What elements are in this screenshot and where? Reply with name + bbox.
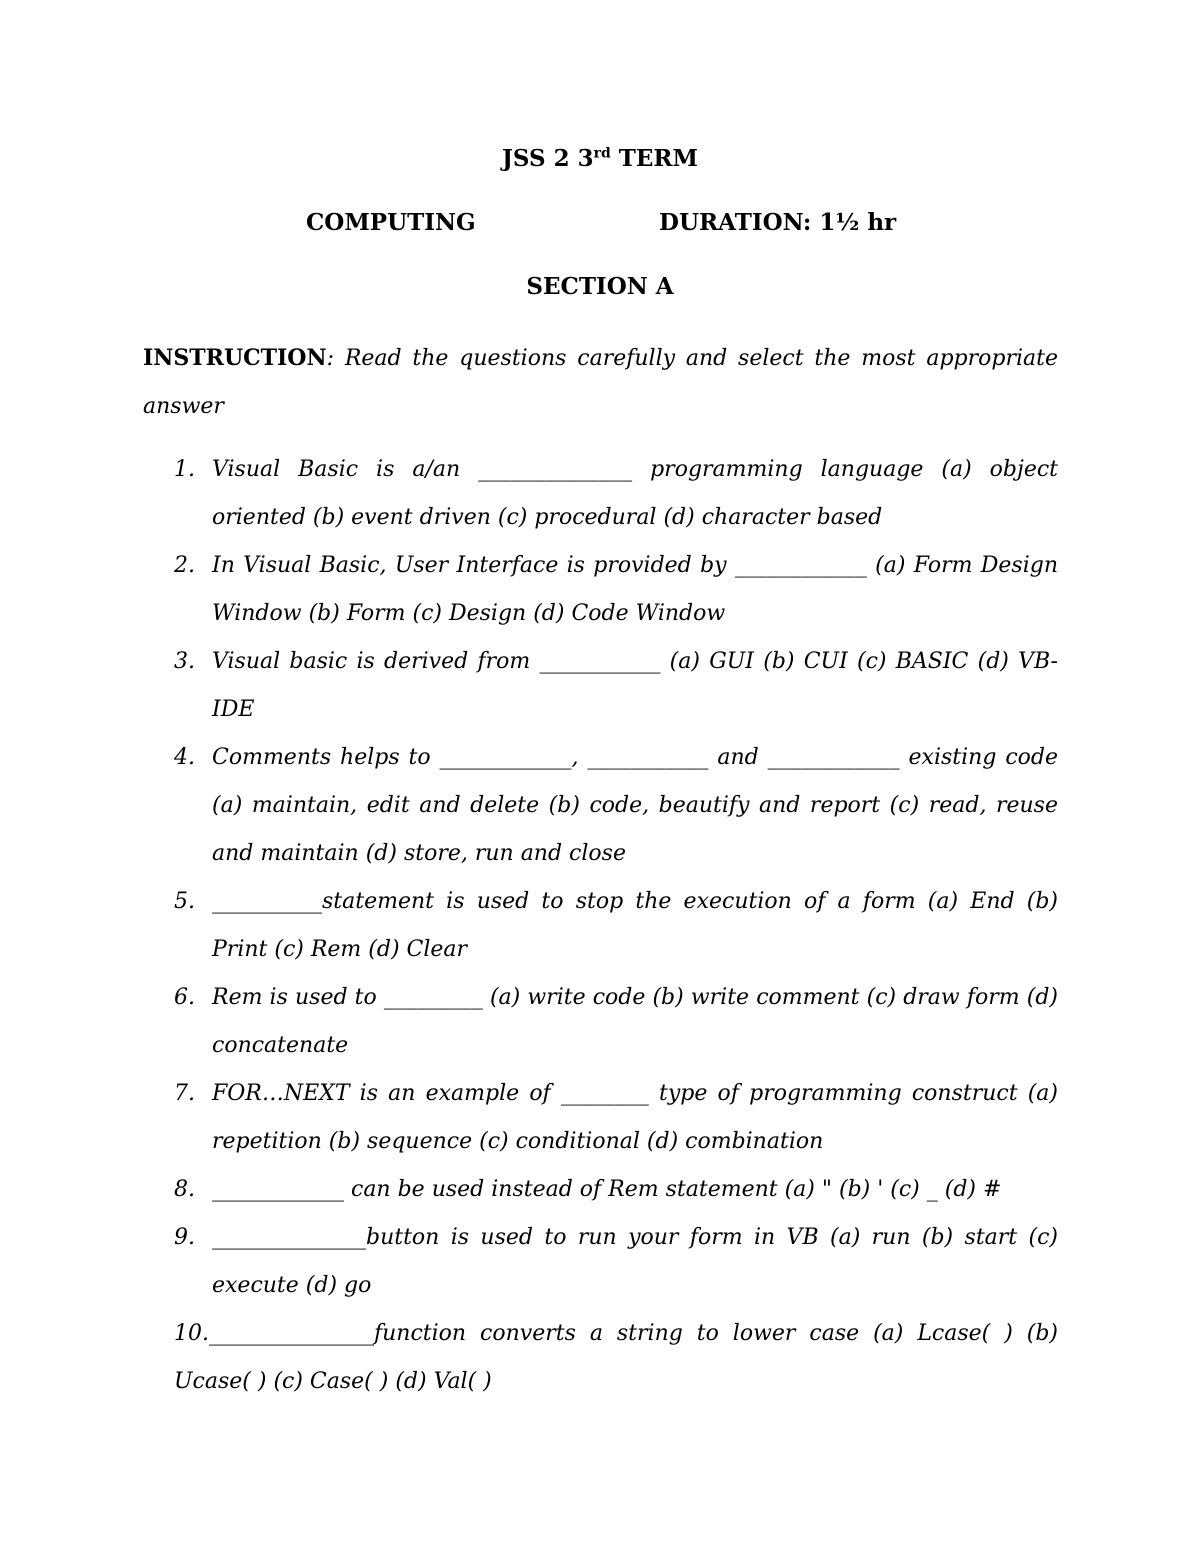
- question-number: 8.: [174, 1177, 195, 1202]
- class-term-heading: [0, 144, 1200, 174]
- question-item: [143, 446, 1058, 542]
- question-text: Visual basic is derived from ___________ (a) GUI (b) CUI (c) BASIC (d) VB-IDE: [212, 649, 1058, 722]
- question-item: [143, 1166, 1058, 1214]
- question-number: 6.: [174, 985, 195, 1010]
- class-label: JSS 2 3: [501, 145, 594, 172]
- question-text: In Visual Basic, User Interface is provided by ____________ (a) Form Design Window (b) Form (c) Design (d) Code Window: [212, 553, 1058, 626]
- class-superscript: rd: [593, 145, 611, 162]
- question-text: Visual Basic is a/an ______________ programming language (a) object oriented (b) event driven (c) procedural (d) character based: [212, 457, 1058, 530]
- question-text: ____________ can be used instead of Rem statement (a) " (b) ' (c) _ (d) #: [212, 1177, 1002, 1202]
- question-number: 7.: [174, 1081, 195, 1106]
- question-item: [143, 734, 1058, 878]
- instruction-text: : Read the questions carefully and select the most appropriate answer: [143, 346, 1058, 419]
- question-text: Rem is used to _________ (a) write code (b) write comment (c) draw form (d) concatenate: [212, 985, 1058, 1058]
- question-text: FOR…NEXT is an example of ________ type of programming construct (a) repetition (b) sequence (c) conditional (d) combination: [212, 1081, 1058, 1154]
- instruction-label: INSTRUCTION: [143, 345, 327, 371]
- question-text: Comments helps to ____________, ___________ and ____________ existing code (a) maintain, edit and delete (b) code, beautify and report (c) read, reuse and maintain (d) store, run and close: [212, 745, 1058, 866]
- question-item: [143, 878, 1058, 974]
- question-number: 4.: [174, 745, 195, 770]
- question-item: [143, 1214, 1058, 1310]
- question-number: 5.: [174, 889, 195, 914]
- term-label: TERM: [610, 145, 699, 172]
- instruction-paragraph: [143, 334, 1058, 431]
- question-text: _______________function converts a string to lower case (a) Lcase( ) (b) Ucase( ) (c) Case( ) (d) Val( ): [174, 1321, 1058, 1394]
- duration-label: DURATION: 1½ hr: [659, 209, 897, 236]
- question-text: __________statement is used to stop the execution of a form (a) End (b) Print (c) Rem (d) Clear: [212, 889, 1058, 962]
- question-list: [143, 446, 1058, 1406]
- question-item: [143, 542, 1058, 638]
- subject-title: COMPUTING: [306, 209, 476, 236]
- section-heading: SECTION A: [526, 273, 674, 300]
- question-number: 2.: [174, 553, 195, 578]
- question-number: 10.: [174, 1321, 209, 1346]
- question-number: 9.: [174, 1225, 195, 1250]
- question-number: 1.: [174, 457, 195, 482]
- question-number: 3.: [174, 649, 195, 674]
- question-item: [143, 974, 1058, 1070]
- question-item: [143, 1070, 1058, 1166]
- question-text: ______________button is used to run your form in VB (a) run (b) start (c) execute (d) go: [212, 1225, 1058, 1298]
- question-item: [143, 1310, 1058, 1406]
- question-item: [143, 638, 1058, 734]
